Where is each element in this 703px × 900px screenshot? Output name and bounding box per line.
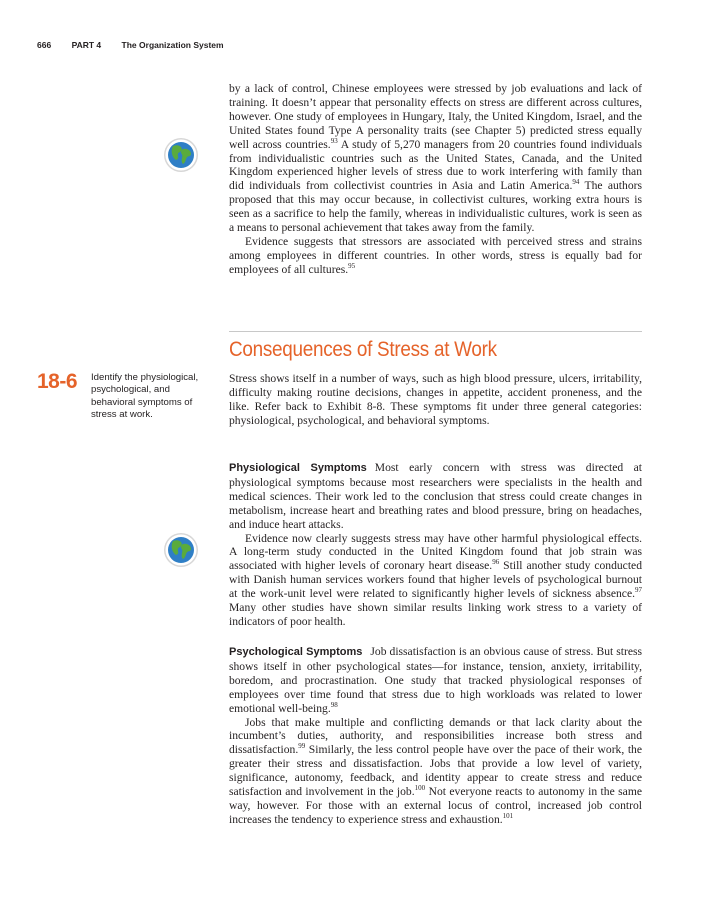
part-label: PART 4	[71, 40, 102, 50]
physiological-heading: Physiological Symptoms	[229, 462, 367, 474]
psychological-heading: Psychological Symptoms	[229, 646, 363, 658]
physiological-paragraph-1: Physiological Symptoms Most early concern with stress was directed at physiological symptoms because most researchers were specialists in the health and medical sciences. Their work led to the conclusion that stress could create changes in metabolism, increase heart and breathing rates and blood pressure, bring on headaches, and induce heart attacks.	[229, 461, 642, 531]
globe-icon	[163, 532, 199, 568]
physiological-paragraph-2: Evidence now clearly suggests stress may have other harmful physiological effects. A long-term study conducted in the United Kingdom found that job strain was associated with higher levels of coronary heart disease.$^{96}$ Still another study conducted with Danish human services workers found that higher levels of psychological burnout at the work-unit level were related to significantly higher levels of sickness absence.$^{97}$ Many other studies have shown similar results linking work stress to a variety of indicators of poor health.	[229, 531, 642, 628]
psychological-section	[229, 645, 642, 827]
psychological-paragraph-2: Jobs that make multiple and conflicting demands or that lack clarity about the incumbent’s duties, authority, and responsibilities increase both stress and dissatisfaction.$^{99}$ Similarly, the less control people have over the pace of their work, the greater their stress and dissatisfaction. Jobs that provide a low level of variety, significance, autonomy, feedback, and identity appear to create stress and reduce satisfaction and involvement in the job.$^{100}$ Not everyone reacts to autonomy in the same way, however. For those with an external locus of control, increased job control increases the tendency to experience stress and exhaustion.$^{101}$	[229, 715, 642, 826]
part-title: The Organization System	[121, 40, 224, 50]
section-title: Consequences of Stress at Work	[229, 338, 497, 361]
globe-icon	[163, 137, 199, 173]
learning-objective-number: 18-6	[37, 370, 78, 393]
intro-paragraph-1: by a lack of control, Chinese employees were stressed by job evaluations and lack of training. It doesn’t appear that personality effects on stress are different across cultures, however. One study of employees in Hungary, Italy, the United Kingdom, Israel, and the United States found Type A personality traits (see Chapter 5) predicted stress equally well across countries.$^{93}$ A study of 5,270 managers from 20 countries found individuals from individualistic countries such as the United States, Canada, and the United Kingdom experienced higher levels of stress due to work interfering with family than did individuals from collectivist countries in Asia and Latin America.$^{94}$ The authors proposed that this may occur because, in collectivist cultures, working extra hours is seen as a sacrifice to help the family, whereas in individualistic cultures, work is seen as a means to personal achievement that takes away from the family.	[229, 82, 642, 235]
psychological-paragraph-1: Psychological Symptoms Job dissatisfaction is an obvious cause of stress. But stress shows itself in other psychological states—for instance, tension, anxiety, irritability, boredom, and procrastination. One study that tracked physiological responses of employees over time found that stress due to high workloads was related to lower emotional well-being.$^{98}$	[229, 645, 642, 715]
intro-paragraph-2: Evidence suggests that stressors are associated with perceived stress and strains among employees in different countries. In other words, stress is equally bad for employees of all cultures.$^{95}$	[229, 234, 642, 276]
intro-text	[229, 82, 642, 277]
page-number: 666	[37, 40, 52, 50]
section-rule	[229, 331, 642, 332]
learning-objective-text: Identify the physiological, psychological, and behavioral symptoms of stress at work.	[91, 372, 199, 421]
section-intro	[229, 372, 642, 428]
section-intro-paragraph: Stress shows itself in a number of ways, such as high blood pressure, ulcers, irritability, difficulty making routine decisions, changes in appetite, accident proneness, and the like. Refer back to Exhibit 8-8. These symptoms fit under three general categories: physiological, psychological, and behavioral symptoms.	[229, 372, 642, 427]
running-header	[37, 40, 242, 50]
physiological-section	[229, 461, 642, 629]
